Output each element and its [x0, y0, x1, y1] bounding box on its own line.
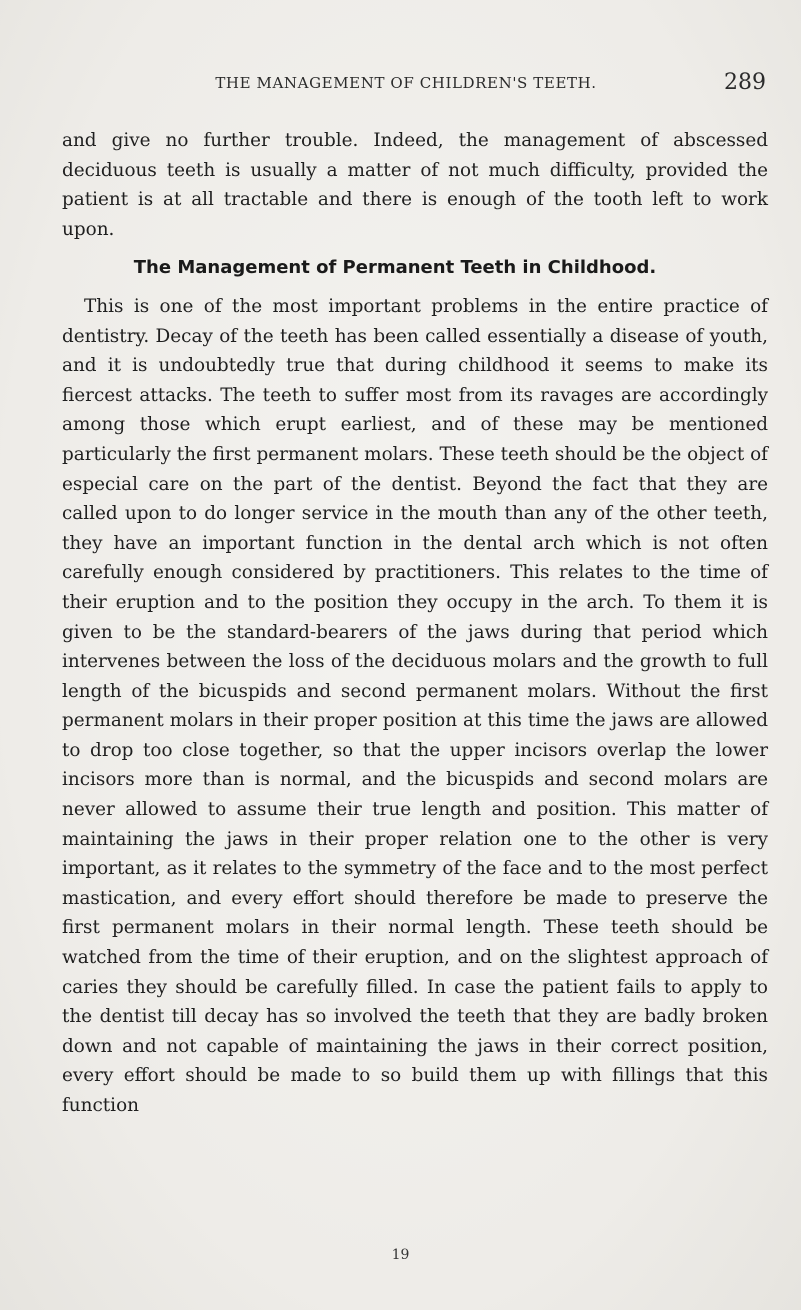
- section-heading: The Management of Permanent Teeth in Childhood.: [133, 257, 657, 279]
- body-text: [62, 126, 768, 1121]
- paragraph-continuation: and give no further trouble. Indeed, the management of abscessed deciduous teeth is usually a matter of not much difficulty, provided the patient is at all tractable and there is enough of the tooth left to work upon.: [62, 130, 768, 240]
- running-head: [136, 70, 766, 95]
- signature-mark: 19: [391, 1247, 410, 1263]
- paragraph-main: This is one of the most important problems in the entire practice of dentistry. Decay of the teeth has been called essentially a disease of youth, and it is undoubtedly true that during childhood it seems to make its fiercest attacks. The teeth to suffer most from its ravages are accordingly among those which erupt earliest, and of these may be mentioned particularly the first permanent molars. These teeth should be the object of especial care on the part of the dentist. Beyond the fact that they are called upon to do longer service in the mouth than any of the other teeth, they have an important function in the dental arch which is not often carefully enough considered by practitioners. This relates to the time of their eruption and to the position they occupy in the arch. To them it is given to be the standard-bearers of the jaws during that period which intervenes between the loss of the deciduous molars and the growth to full length of the bicuspids and second permanent molars. Without the first permanent molars in their proper position at this time the jaws are allowed to drop too close together, so that the upper incisors overlap the lower incisors more than is normal, and the bicuspids and second molars are never allowed to assume their true length and position. This matter of maintaining the jaws in their proper relation one to the other is very important, as it relates to the symmetry of the face and to the most perfect mastication, and every effort should therefore be made to preserve the first permanent molars in their normal length. These teeth should be watched from the time of their eruption, and on the slightest approach of caries they should be carefully filled. In case the patient fails to apply to the dentist till decay has so involved the teeth that they are badly broken down and not capable of maintaining the jaws in their correct position, every effort should be made to so build them up with fillings that this function: [62, 295, 768, 1116]
- running-title: THE MANAGEMENT OF CHILDREN'S TEETH.: [215, 74, 597, 92]
- page-number: 289: [724, 70, 766, 95]
